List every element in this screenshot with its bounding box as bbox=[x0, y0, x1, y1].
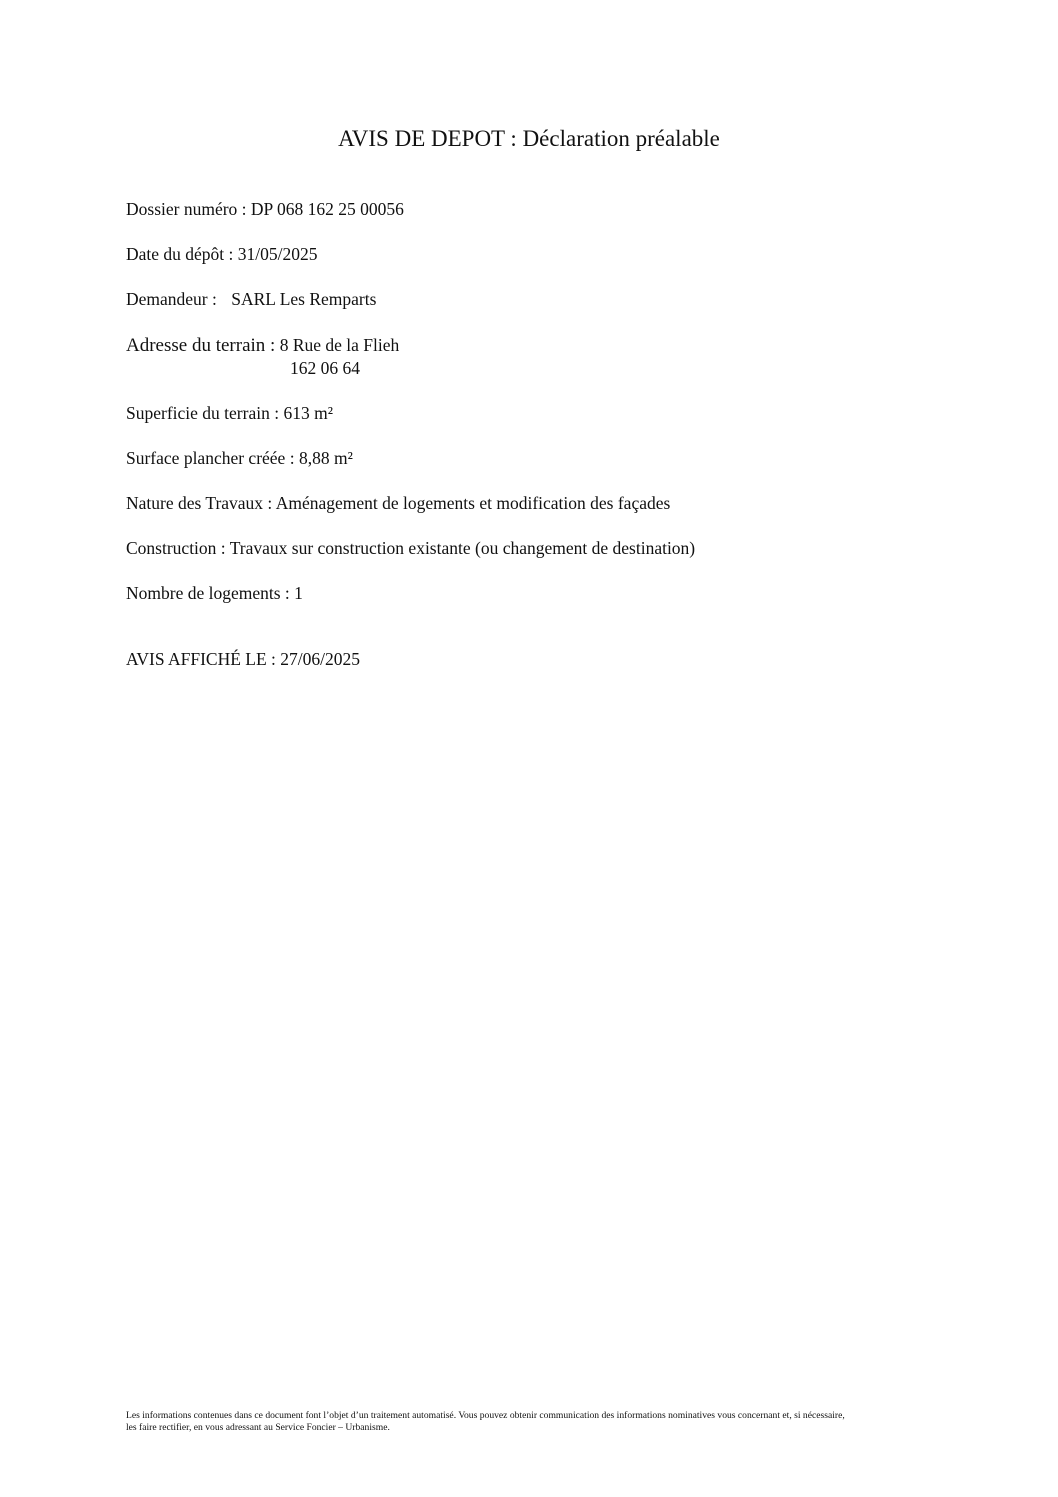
field-value: Travaux sur construction existante (ou changement de destination) bbox=[229, 538, 696, 558]
field-value: Aménagement de logements et modification des façades bbox=[275, 493, 671, 513]
field-adresse-line2: 162 06 64 bbox=[290, 358, 360, 378]
field-label: Dossier numéro : bbox=[126, 199, 247, 219]
field-value: SARL Les Remparts bbox=[231, 289, 377, 309]
field-superficie-terrain bbox=[126, 403, 333, 424]
field-avis-affiche bbox=[126, 649, 360, 670]
field-nature-travaux bbox=[126, 493, 670, 514]
field-dossier-numero bbox=[126, 199, 404, 220]
field-value: DP 068 162 25 00056 bbox=[250, 199, 404, 219]
field-value: 1 bbox=[294, 583, 303, 603]
field-value: 8 Rue de la Flieh bbox=[279, 335, 400, 355]
page-title: AVIS DE DEPOT : Déclaration préalable bbox=[338, 126, 720, 151]
field-label: Surface plancher créée : bbox=[126, 448, 295, 468]
field-demandeur bbox=[126, 289, 376, 310]
field-value: 8,88 m² bbox=[298, 448, 353, 468]
field-label: Construction : bbox=[126, 538, 226, 558]
field-adresse-terrain bbox=[126, 335, 399, 357]
field-label: Date du dépôt : bbox=[126, 244, 234, 264]
field-date-depot bbox=[126, 244, 318, 265]
field-label: Nature des Travaux : bbox=[126, 493, 273, 513]
field-label: Superficie du terrain : bbox=[126, 403, 280, 423]
footer-line: les faire rectifier, en vous adressant au Service Foncier – Urbanisme. bbox=[126, 1422, 390, 1433]
field-nombre-logements bbox=[126, 583, 303, 604]
field-label: AVIS AFFICHÉ LE : bbox=[126, 649, 276, 669]
footer-line: Les informations contenues dans ce document font l’objet d’un traitement automatisé. Vous pouvez obtenir communication des informations nominatives vous concernant et, si nécessaire, bbox=[126, 1410, 845, 1421]
field-label: Demandeur : bbox=[126, 289, 217, 309]
field-value: 613 m² bbox=[283, 403, 333, 423]
field-value: 27/06/2025 bbox=[280, 649, 361, 669]
field-label: Adresse du terrain : bbox=[126, 335, 276, 356]
field-label: Nombre de logements : bbox=[126, 583, 290, 603]
field-construction bbox=[126, 538, 695, 559]
field-value: 31/05/2025 bbox=[237, 244, 318, 264]
field-surface-plancher bbox=[126, 448, 353, 469]
footer-legal-notice bbox=[126, 1410, 932, 1434]
